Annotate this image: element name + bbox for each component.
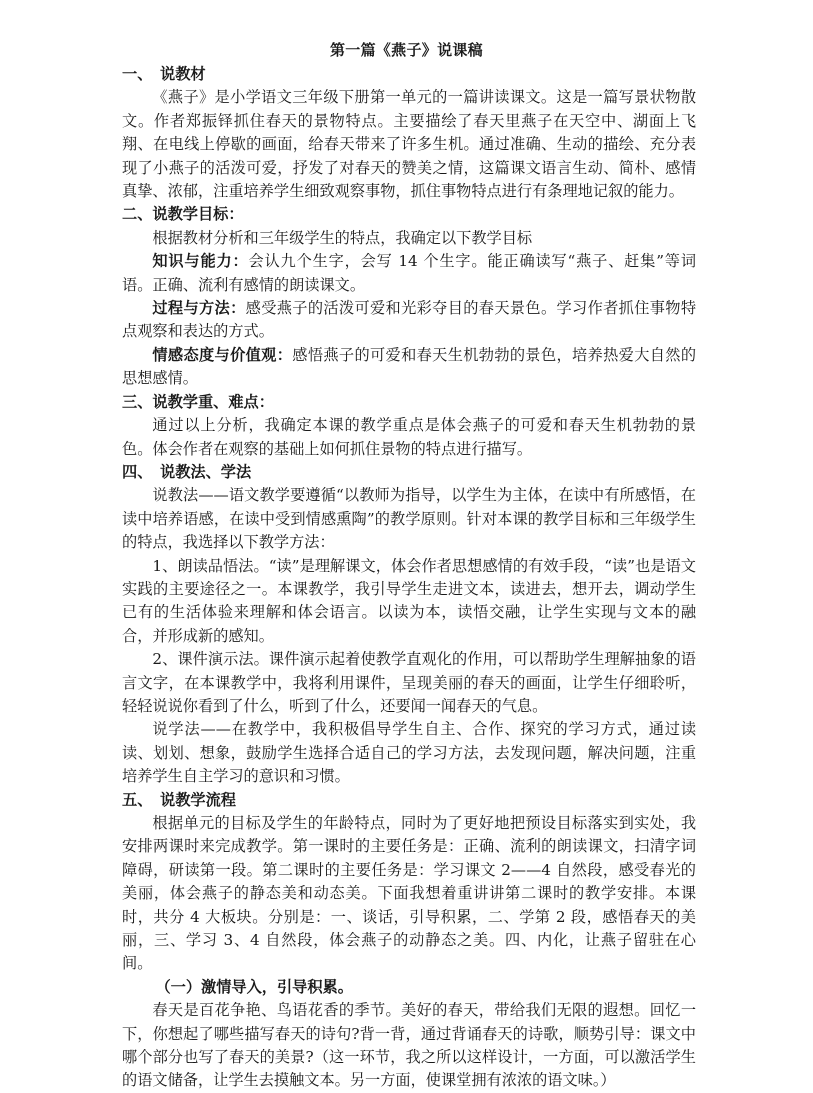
section-title: 说教法、学法 <box>160 462 252 481</box>
paragraph: 春天是百花争艳、鸟语花香的季节。美好的春天，带给我们无限的遐想。回忆一下，你想起了哪些描写春天的诗句?背一背，通过背诵春天的诗歌，顺势引导：课文中哪个部分也写了春天的美景?（这一环节，我之所以这样设计，一方面，可以激活学生的语文储备，让学生去摸触文本。另一方面，使课堂拥有浓浓的语文味。） <box>122 1001 696 1090</box>
paragraph: 2、课件演示法。课件演示起着使教学直观化的作用，可以帮助学生理解抽象的语言文字，在本课教学中，我将利用课件，呈现美丽的春天的画面，让学生仔细聆听，轻轻说说你看到了什么，听到了什么，还要闻一闻春天的气息。 <box>122 650 696 715</box>
paragraph: 根据教材分析和三年级学生的特点，我确定以下教学目标 <box>152 228 533 247</box>
section-heading-1 <box>122 63 696 86</box>
paragraph: 根据单元的目标及学生的年龄特点，同时为了更好地把预设目标落实到实处，我安排两课时来完成教学。第一课时的主要任务是：正确、流利的朗读课文，扫清字词障碍，研读第一段。第二课时的主要任务是：学习课文 2——4 自然段，感受春光的美丽，体会燕子的静态美和动态美。下面我想着重讲讲第二课时的教学安排。本课时，共分 4 大板块。分别是：一、谈话，引导积累，二、学第 2 段，感悟春天的美丽，三、学习 3、4 自然段，体会燕子的动静态之美。四、内化，让燕子留驻在心间。 <box>122 814 696 973</box>
section-title: 说教材 <box>160 65 206 83</box>
section-heading-5 <box>122 789 696 812</box>
paragraph: 通过以上分析，我确定本课的教学重点是体会燕子的可爱和春天生机勃勃的景色。体会作者在观察的基础上如何抓住景物的特点进行描写。 <box>122 416 696 458</box>
section-heading-3: 三、说教学重、难点： <box>122 392 274 411</box>
section-title: 说教学流程 <box>160 790 236 809</box>
subsection-heading: （一）激情导入，引导积累。 <box>155 977 353 996</box>
section-number: 四、 <box>122 462 153 481</box>
goal-emotion <box>122 344 696 391</box>
goal-label: 知识与能力： <box>152 252 249 271</box>
goal-label: 过程与方法： <box>152 299 246 318</box>
paragraph: 说教法——语文教学要遵循“以教师为指导，以学生为主体，在读中有所感悟，在读中培养语感，在读中受到情感熏陶”的教学原则。针对本课的教学目标和三年级学生的特点，我选择以下教学方法： <box>122 486 696 552</box>
section-heading-4 <box>122 461 696 484</box>
paragraph: 《燕子》是小学语文三年级下册第一单元的一篇讲读课文。这是一篇写景状物散文。作者郑振铎抓住春天的景物特点。主要描绘了春天里燕子在天空中、湖面上飞翔、在电线上停歇的画面，给春天带来了许多生机。通过准确、生动的描绘、充分表现了小燕子的活泼可爱，抒发了对春天的赞美之情，这篇课文语言生动、简朴、感情真挚、浓郁，注重培养学生细致观察事物，抓住事物特点进行有条理地记叙的能力。 <box>122 88 696 201</box>
section-heading-2: 二、说教学目标： <box>122 205 244 224</box>
section-number: 五、 <box>122 790 153 809</box>
goal-text: 会认九个生字，会写 14 个生字。能正确读写“燕子、赶集”等词语。正确、流利有感情的朗读课文。 <box>122 252 697 294</box>
document-body <box>122 63 696 1093</box>
goal-process <box>122 297 696 344</box>
paragraph: 1、朗读品悟法。“读”是理解课文，体会作者思想感情的有效手段，“读”也是语文实践的主要途径之一。本课教学，我引导学生走进文本，读进去，想开去，调动学生已有的生活体验来理解和体会语言。以读为本，读悟交融，让学生实现与文本的融合，并形成新的感知。 <box>122 556 696 645</box>
page-title: 第一篇《燕子》说课稿 <box>329 41 483 59</box>
section-number: 一、 <box>122 65 153 83</box>
paragraph: 说学法——在教学中，我积极倡导学生自主、合作、探究的学习方式，通过读读、划划、想象，鼓励学生选择合适自己的学习方法，去发现问题，解决问题，注重培养学生自主学习的意识和习惯。 <box>122 720 696 786</box>
goal-text: 感受燕子的活泼可爱和光彩夺目的春天景色。学习作者抓住事物特点观察和表达的方式。 <box>122 299 697 341</box>
goal-text: 感悟燕子的可爱和春天生机勃勃的景色，培养热爱大自然的思想感情。 <box>122 345 697 388</box>
goal-knowledge <box>122 250 696 297</box>
goal-label: 情感态度与价值观： <box>152 345 293 364</box>
